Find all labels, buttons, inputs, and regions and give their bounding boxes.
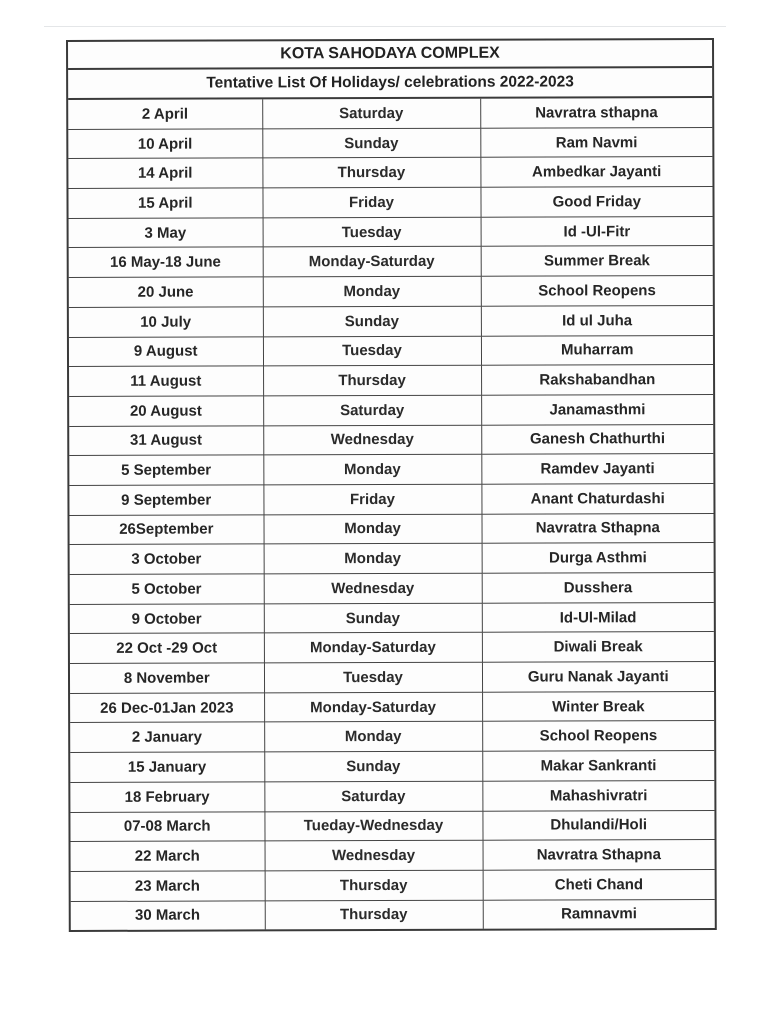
date-cell: 23 March: [71, 871, 265, 901]
occasion-cell: Ganesh Chathurthi: [481, 424, 713, 454]
table-row: [69, 335, 713, 367]
table-row: [69, 513, 713, 545]
day-cell: Friday: [262, 187, 480, 217]
table-row: [69, 394, 713, 426]
occasion-cell: Navratra sthapna: [480, 98, 712, 128]
top-divider: [44, 26, 726, 27]
occasion-cell: Navratra Sthapna: [481, 513, 713, 543]
holiday-table: [68, 98, 715, 930]
date-cell: 14 April: [68, 158, 262, 188]
date-cell: 15 January: [70, 752, 264, 782]
table-row: [71, 899, 715, 930]
day-cell: Wednesday: [265, 840, 483, 870]
table-row: [70, 691, 714, 723]
table-row: [70, 780, 714, 812]
day-cell: Tuesday: [264, 662, 482, 692]
table-row: [70, 751, 714, 783]
day-cell: Saturday: [262, 99, 480, 129]
date-cell: 22 March: [71, 841, 265, 871]
document-subtitle: Tentative List Of Holidays/ celebrations 2022-2023: [68, 68, 712, 100]
table-row: [70, 543, 714, 575]
occasion-cell: Mahashivratri: [482, 780, 714, 810]
day-cell: Tueday-Wednesday: [264, 811, 482, 841]
date-cell: 5 October: [70, 574, 264, 604]
occasion-cell: Dhulandi/Holi: [482, 810, 714, 840]
table-row: [69, 424, 713, 456]
table-row: [70, 572, 714, 604]
day-cell: Saturday: [263, 395, 481, 425]
table-row: [68, 98, 712, 129]
day-cell: Saturday: [264, 781, 482, 811]
occasion-cell: Guru Nanak Jayanti: [482, 662, 714, 692]
table-row: [70, 721, 714, 753]
occasion-cell: Id-Ul-Milad: [482, 602, 714, 632]
day-cell: Sunday: [264, 751, 482, 781]
occasion-cell: Summer Break: [481, 246, 713, 276]
occasion-cell: School Reopens: [482, 721, 714, 751]
document-title: KOTA SAHODAYA COMPLEX: [68, 40, 712, 70]
occasion-cell: Rakshabandhan: [481, 365, 713, 395]
occasion-cell: Id ul Juha: [481, 305, 713, 335]
day-cell: Monday: [263, 454, 481, 484]
date-cell: 18 February: [70, 782, 264, 812]
date-cell: 8 November: [70, 663, 264, 693]
day-cell: Monday: [263, 276, 481, 306]
occasion-cell: Durga Asthmi: [482, 543, 714, 573]
table-row: [70, 632, 714, 664]
occasion-cell: Muharram: [481, 335, 713, 365]
date-cell: 3 May: [69, 218, 263, 248]
date-cell: 10 July: [69, 307, 263, 337]
day-cell: Wednesday: [263, 425, 481, 455]
date-cell: 15 April: [68, 188, 262, 218]
table-row: [69, 305, 713, 337]
occasion-cell: Ramdev Jayanti: [481, 454, 713, 484]
date-cell: 10 April: [68, 129, 262, 159]
day-cell: Monday: [263, 514, 481, 544]
day-cell: Monday-Saturday: [264, 633, 482, 663]
date-cell: 31 August: [69, 425, 263, 455]
occasion-cell: Ramnavmi: [561, 905, 637, 923]
date-cell: 20 August: [69, 396, 263, 426]
date-cell: 26 Dec-01Jan 2023: [70, 693, 264, 723]
day-cell: Thursday: [265, 900, 483, 930]
day-cell: Sunday: [263, 306, 481, 336]
day-cell: Monday-Saturday: [264, 692, 482, 722]
day-cell: Friday: [263, 484, 481, 514]
date-cell: 26September: [69, 515, 263, 545]
date-cell: 9 August: [69, 336, 263, 366]
holiday-table-body: [68, 98, 715, 930]
date-cell: 5 September: [69, 455, 263, 485]
table-row: [70, 602, 714, 634]
table-row: [69, 454, 713, 486]
date-cell: 07-08 March: [70, 811, 264, 841]
occasion-cell: Makar Sankranti: [482, 751, 714, 781]
day-cell: Tuesday: [263, 217, 481, 247]
table-row: [69, 216, 713, 248]
date-cell: 16 May-18 June: [69, 247, 263, 277]
day-cell: Wednesday: [264, 573, 482, 603]
table-row: [68, 127, 712, 159]
occasion-cell: Ambedkar Jayanti: [480, 157, 712, 187]
day-cell: Monday-Saturday: [263, 247, 481, 277]
day-cell: Sunday: [262, 128, 480, 158]
table-row: [68, 187, 712, 219]
date-cell: 3 October: [70, 544, 264, 574]
table-row: [71, 840, 715, 872]
table-row: [69, 276, 713, 308]
table-row: [70, 810, 714, 842]
occasion-cell: Ram Navmi: [480, 127, 712, 157]
occasion-cell: Janamasthmi: [481, 394, 713, 424]
day-cell: Thursday: [262, 158, 480, 188]
date-cell: 9 September: [69, 485, 263, 515]
occasion-cell: Navratra Sthapna: [483, 840, 715, 870]
occasion-cell: Anant Chaturdashi: [481, 483, 713, 513]
day-cell: Tuesday: [263, 336, 481, 366]
date-cell: 2 January: [70, 722, 264, 752]
holiday-list-sheet: [66, 38, 717, 932]
date-cell: 30 March: [71, 900, 265, 930]
table-row: [71, 869, 715, 901]
table-row: [68, 157, 712, 189]
date-cell: 20 June: [69, 277, 263, 307]
date-cell: 2 April: [68, 99, 262, 129]
day-cell: Thursday: [265, 870, 483, 900]
occasion-cell: Cheti Chand: [483, 869, 715, 899]
occasion-cell: Id -Ul-Fitr: [481, 216, 713, 246]
day-cell: Monday: [264, 544, 482, 574]
date-cell: 22 Oct -29 Oct: [70, 633, 264, 663]
day-cell: Sunday: [264, 603, 482, 633]
occasion-cell: School Reopens: [481, 276, 713, 306]
table-row: [70, 662, 714, 694]
day-cell: Thursday: [263, 365, 481, 395]
date-cell: 11 August: [69, 366, 263, 396]
table-row: [69, 365, 713, 397]
table-row: [69, 483, 713, 515]
occasion-cell: Dusshera: [482, 572, 714, 602]
occasion-cell: Diwali Break: [482, 632, 714, 662]
date-cell: 9 October: [70, 604, 264, 634]
occasion-cell: Winter Break: [482, 691, 714, 721]
table-row: [69, 246, 713, 278]
day-cell: Monday: [264, 722, 482, 752]
occasion-cell: Good Friday: [480, 187, 712, 217]
